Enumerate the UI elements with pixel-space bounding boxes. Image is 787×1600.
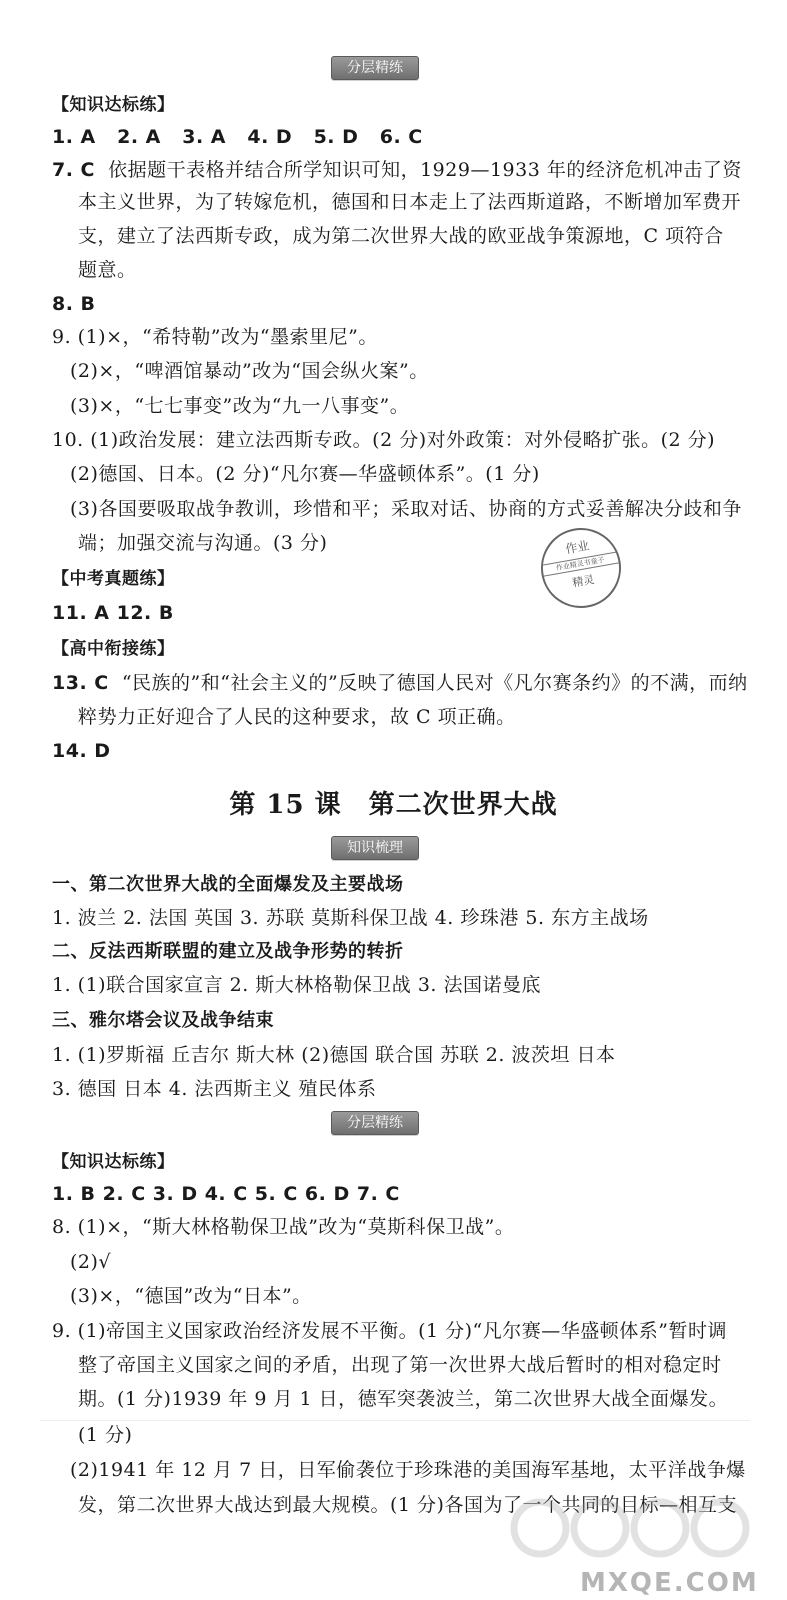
knowledge-heading-2: 【知识达标练】 xyxy=(52,1152,175,1172)
answer-item: 2. A xyxy=(117,126,161,148)
answer-8-1: 8. (1)×，“斯大林格勒保卫战”改为“莫斯科保卫战”。 xyxy=(52,1216,515,1238)
section-banner-layered-practice-2: 分层精练 xyxy=(331,1111,419,1135)
answer-7-choice: 7. C xyxy=(52,159,95,181)
answer-8-2: (2)√ xyxy=(70,1251,112,1273)
outline-heading-1: 一、第二次世界大战的全面爆发及主要战场 xyxy=(52,874,404,895)
outline-heading-3: 三、雅尔塔会议及战争结束 xyxy=(52,1010,274,1031)
answer-10-3: (3)各国要吸取战争教训，珍惜和平；采取对话、协商的方式妥善解决分歧和争 xyxy=(70,498,742,520)
answer-9-2: (2)×，“啤酒馆暴动”改为“国会纵火案”。 xyxy=(70,360,429,382)
answer-9-line: 发，第二次世界大战达到最大规模。(1 分)各国为了一个共同的目标—相互支 xyxy=(78,1494,737,1516)
answer-item: 3. A xyxy=(182,126,227,148)
answer-item: 5. D xyxy=(313,126,359,148)
answer-13-choice: 13. C xyxy=(52,672,109,694)
answer-7-line: 题意。 xyxy=(78,259,137,281)
stamp-middle-text: 作业精灵书童子 xyxy=(542,552,619,577)
answer-9-line: (1 分) xyxy=(78,1424,133,1446)
answer-9-1: 9. (1)×，“希特勒”改为“墨索里尼”。 xyxy=(52,326,378,348)
answer-8: 8. B xyxy=(52,293,96,315)
answer-item: 4. D xyxy=(247,126,293,148)
answer-item: 6. C xyxy=(379,126,423,148)
outline-answer-2: 1. (1)联合国家宣言 2. 斯大林格勒保卫战 3. 法国诺曼底 xyxy=(52,974,541,996)
watermark-text: MXQE.COM xyxy=(580,1568,759,1598)
section-banner-layered-practice: 分层精练 xyxy=(331,56,419,80)
answer-7-line: 支，建立了法西斯专政，成为第二次世界大战的欧亚战争策源地，C 项符合 xyxy=(78,225,724,247)
answer-item: 1. A xyxy=(52,126,96,148)
answer-13-line: 粹势力正好迎合了人民的这种要求，故 C 项正确。 xyxy=(78,706,516,728)
answers-11-12: 11. A 12. B xyxy=(52,602,174,624)
section-banner-knowledge-outline: 知识梳理 xyxy=(331,836,419,860)
answers-1-7: 1. B 2. C 3. D 4. C 5. C 6. D 7. C xyxy=(52,1183,400,1205)
divider xyxy=(40,1420,750,1421)
answer-9-line: (2)1941 年 12 月 7 日，日军偷袭位于珍珠港的美国海军基地，太平洋战争爆 xyxy=(70,1459,746,1481)
answer-14: 14. D xyxy=(52,740,111,762)
lesson-title: 第 15 课 第二次世界大战 xyxy=(229,790,558,820)
stamp-bottom-text: 精灵 xyxy=(571,572,596,590)
answers-1-6 xyxy=(52,124,752,150)
answer-7-line: 本主义世界，为了转嫁危机，德国和日本走上了法西斯道路，不断增加军费开 xyxy=(78,191,742,213)
answer-13-line: “民族的”和“社会主义的”反映了德国人民对《凡尔赛条约》的不满，而纳 xyxy=(121,672,748,694)
answer-10-1: 10. (1)政治发展：建立法西斯专政。(2 分)对外政策：对外侵略扩张。(2 分) xyxy=(52,429,716,451)
answer-8-3: (3)×，“德国”改为“日本”。 xyxy=(70,1285,312,1307)
answer-10-4: 端；加强交流与沟通。(3 分) xyxy=(78,532,328,554)
exam-heading: 【中考真题练】 xyxy=(52,569,175,589)
answer-9-line: 整了帝国主义国家之间的矛盾，出现了第一次世界大战后暂时的相对稳定时 xyxy=(78,1354,722,1376)
knowledge-heading: 【知识达标练】 xyxy=(52,95,175,115)
answer-9-line: 9. (1)帝国主义国家政治经济发展不平衡。(1 分)“凡尔赛—华盛顿体系”暂时调 xyxy=(52,1320,727,1342)
outline-answer-3: 1. (1)罗斯福 丘吉尔 斯大林 (2)德国 联合国 苏联 2. 波茨坦 日本 xyxy=(52,1044,616,1066)
answer-10-2: (2)德国、日本。(2 分)“凡尔赛—华盛顿体系”。(1 分) xyxy=(70,463,540,485)
answer-9-3: (3)×，“七七事变”改为“九一八事变”。 xyxy=(70,395,410,417)
stamp-top-text: 作业 xyxy=(564,538,591,557)
answer-13 xyxy=(52,670,752,696)
outline-answer-1: 1. 波兰 2. 法国 英国 3. 苏联 莫斯科保卫战 4. 珍珠港 5. 东方主战场 xyxy=(52,907,649,929)
outline-heading-2: 二、反法西斯联盟的建立及战争形势的转折 xyxy=(52,941,404,962)
answer-7 xyxy=(52,157,752,183)
outline-answer-3b: 3. 德国 日本 4. 法西斯主义 殖民体系 xyxy=(52,1078,377,1100)
answer-9-line: 期。(1 分)1939 年 9 月 1 日，德军突袭波兰，第二次世界大战全面爆发。 xyxy=(78,1388,729,1410)
high-school-heading: 【高中衔接练】 xyxy=(52,639,175,659)
answer-7-line: 依据题干表格并结合所学知识可知，1929—1933 年的经济危机冲击了资 xyxy=(108,159,742,181)
